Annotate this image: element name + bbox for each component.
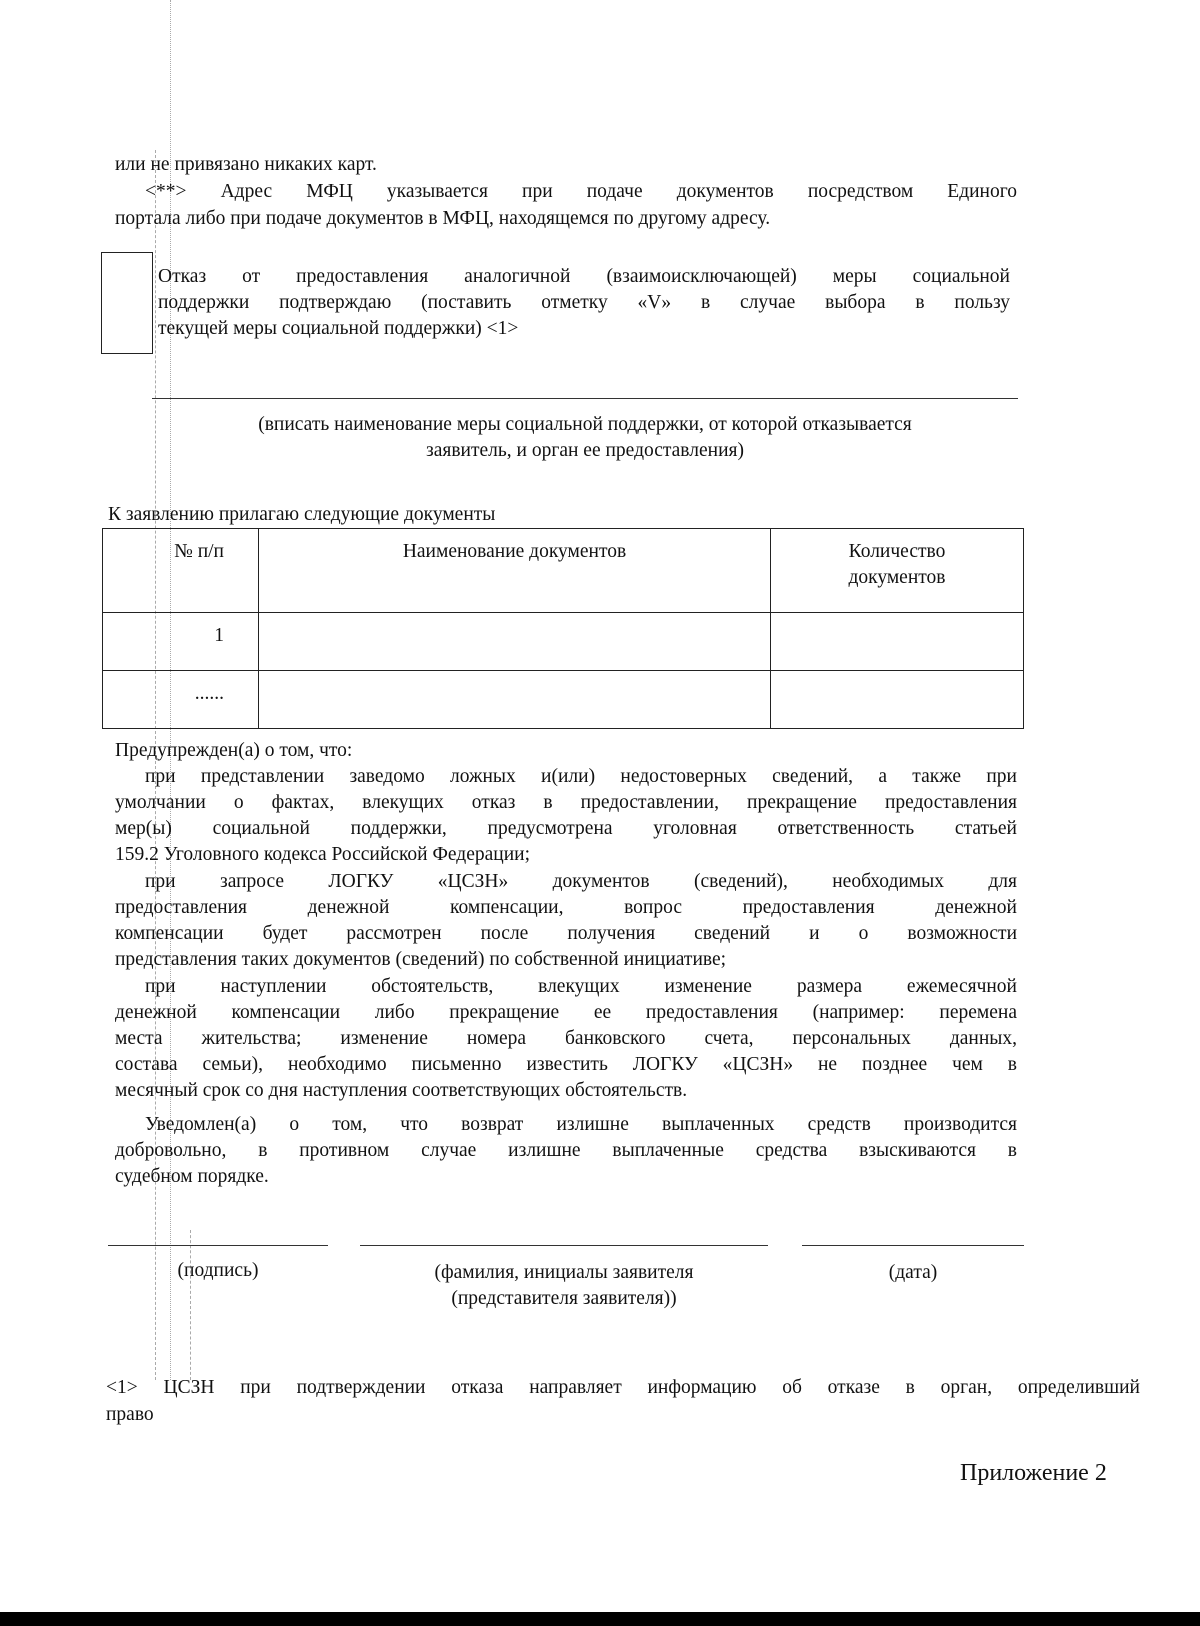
mfc-note-line-1: <**> Адрес МФЦ указывается при подаче документов посредством Единого: [145, 181, 1017, 202]
scan-artifact-line: [190, 1230, 191, 1380]
footnote-line-2: право: [106, 1404, 154, 1425]
warning-p1-line-3: мер(ы) социальной поддержки, предусмотрена уголовная ответственность статьей: [115, 818, 1017, 839]
refusal-hint-line-2: заявитель, и орган ее предоставления): [426, 440, 744, 461]
table-header-row: [103, 529, 1024, 613]
notice-line-3: судебном порядке.: [115, 1166, 269, 1187]
warning-p2-line-1: при запросе ЛОГКУ «ЦСЗН» документов (сведений), необходимых для: [145, 871, 1017, 892]
row-document-name-cell[interactable]: [259, 613, 771, 671]
signature-label: (подпись): [177, 1260, 259, 1281]
row-document-name-cell[interactable]: [259, 671, 771, 729]
notice-line-1: Уведомлен(а) о том, что возврат излишне выплаченных средств производится: [145, 1114, 1017, 1135]
warning-p3-line-1: при наступлении обстоятельств, влекущих изменение размера ежемесячной: [145, 976, 1017, 997]
scan-edge-bar: [0, 1612, 1200, 1626]
name-label-line-1: (фамилия, инициалы заявителя: [434, 1262, 694, 1283]
appendix-label: Приложение 2: [960, 1460, 1107, 1486]
warning-p1-line-4: 159.2 Уголовного кодекса Российской Федерации;: [115, 844, 531, 865]
warning-p3-line-4: состава семьи), необходимо письменно известить ЛОГКУ «ЦСЗН» не позднее чем в: [115, 1054, 1017, 1075]
warning-p2-line-2: предоставления денежной компенсации, вопрос предоставления денежной: [115, 897, 1017, 918]
refusal-hint-line-1: (вписать наименование меры социальной поддержки, от которой отказывается: [258, 414, 912, 435]
refusal-line-1: Отказ от предоставления аналогичной (взаимоисключающей) меры социальной: [158, 266, 1010, 287]
row-number: 1: [103, 613, 259, 671]
date-line[interactable]: [802, 1245, 1024, 1246]
name-line[interactable]: [360, 1245, 768, 1246]
refusal-line-2: поддержки подтверждаю (поставить отметку «V» в случае выбора в пользу: [158, 292, 1010, 313]
documents-heading: К заявлению прилагаю следующие документы: [108, 504, 496, 525]
mfc-note-line-2: портала либо при подаче документов в МФЦ, находящемся по другому адресу.: [115, 208, 771, 229]
warning-p3-line-2: денежной компенсации либо прекращение ее предоставления (например: перемена: [115, 1002, 1017, 1023]
warning-p3-line-3: места жительства; изменение номера банковского счета, персональных данных,: [115, 1028, 1017, 1049]
table-row: [103, 613, 1024, 671]
warning-p2-line-4: представления таких документов (сведений) по собственной инициативе;: [115, 949, 727, 970]
name-label-line-2: (представителя заявителя)): [451, 1288, 677, 1309]
refusal-fill-line[interactable]: [152, 398, 1018, 399]
documents-table: [102, 528, 1024, 729]
date-label: (дата): [888, 1262, 938, 1283]
warning-heading: Предупрежден(а) о том, что:: [115, 740, 353, 761]
column-header-name: Наименование документов: [259, 529, 771, 613]
text-fragment: или не привязано никаких карт.: [115, 154, 377, 175]
row-document-count-cell[interactable]: [771, 613, 1024, 671]
row-number: ......: [103, 671, 259, 729]
footnote-line-1: <1> ЦСЗН при подтверждении отказа направляет информацию об отказе в орган, определивший: [106, 1377, 1140, 1398]
warning-p2-line-3: компенсации будет рассмотрен после получения сведений и о возможности: [115, 923, 1017, 944]
warning-p1-line-1: при представлении заведомо ложных и(или) недостоверных сведений, а также при: [145, 766, 1017, 787]
signature-line[interactable]: [108, 1245, 328, 1246]
refusal-checkbox[interactable]: [101, 252, 153, 354]
notice-line-2: добровольно, в противном случае излишне выплаченные средства взыскиваются в: [115, 1140, 1017, 1161]
table-row: [103, 671, 1024, 729]
column-header-count: Количество документов: [771, 529, 1024, 613]
refusal-line-3: текущей меры социальной поддержки) <1>: [158, 318, 519, 339]
warning-p1-line-2: умолчании о фактах, влекущих отказ в предоставлении, прекращение предоставления: [115, 792, 1017, 813]
warning-p3-line-5: месячный срок со дня наступления соответствующих обстоятельств.: [115, 1080, 688, 1101]
row-document-count-cell[interactable]: [771, 671, 1024, 729]
column-header-number: № п/п: [103, 529, 259, 613]
